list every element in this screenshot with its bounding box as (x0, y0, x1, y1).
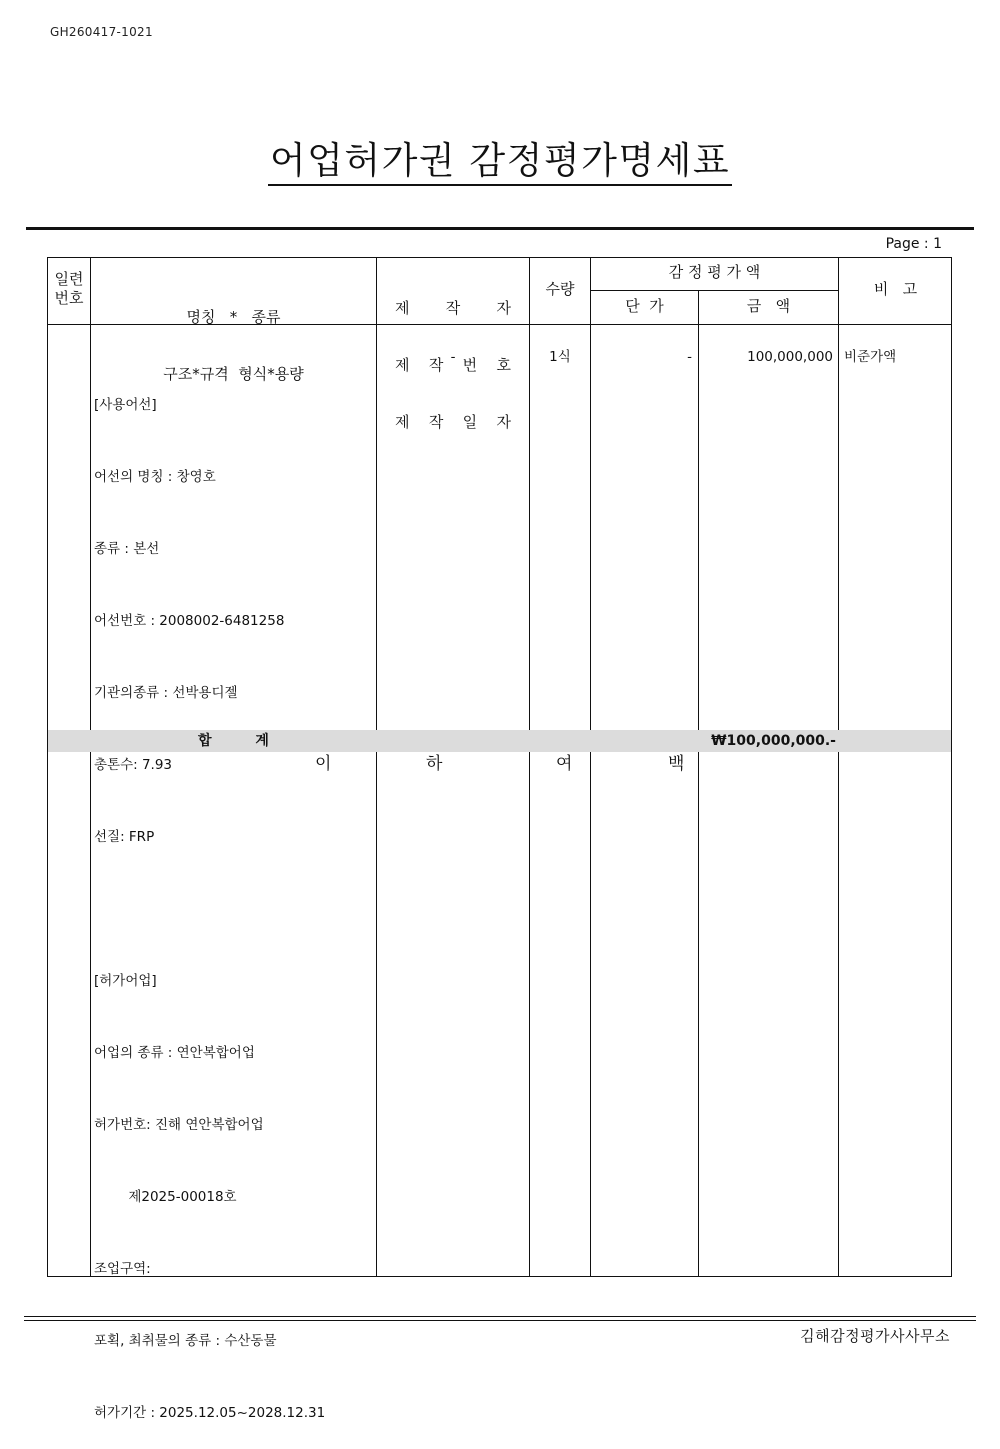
header-name-line1: 명칭 * 종류 (186, 308, 281, 326)
vessel-line: [사용어선] (94, 397, 157, 413)
vessel-info (94, 345, 325, 1449)
header-maker-line1: 제 작 자 (395, 299, 511, 317)
blank-mark: 여 (556, 754, 573, 774)
row-remarks: 비준가액 (844, 349, 897, 365)
row-unit-price: - (687, 349, 692, 365)
blank-mark: 이 (315, 754, 332, 774)
header-name-line2: 구조*규격 형식*용량 (163, 365, 304, 383)
header-maker-line3: 제 작 일 자 (395, 413, 511, 431)
footer-rule-1 (24, 1316, 976, 1317)
col-divider-serial (90, 257, 91, 1277)
license-line: 포획, 최취물의 종류 : 수산동물 (94, 1333, 277, 1349)
total-label: 합 계 (198, 733, 269, 749)
header-appraisal: 감 정 평 가 액 (668, 263, 761, 281)
col-divider-qty (590, 257, 591, 1277)
header-amount: 금 액 (746, 297, 791, 315)
header-serial-line2: 번호 (54, 289, 84, 307)
license-line: 제2025-00018호 (94, 1189, 237, 1205)
vessel-line: 종류 : 본선 (94, 541, 160, 557)
header-unit-price: 단 가 (625, 297, 664, 315)
license-line: 어업의 종류 : 연안복합어업 (94, 1045, 255, 1061)
header-remarks: 비 고 (873, 280, 918, 298)
license-line: 조업구역: (94, 1261, 151, 1277)
vessel-line: 총톤수: 7.93 (94, 757, 173, 773)
license-line: 허가번호: 진해 연안복합어업 (94, 1117, 264, 1133)
license-line: [허가어업] (94, 973, 157, 989)
license-line: 허가기간 : 2025.12.05~2028.12.31 (94, 1405, 326, 1421)
col-divider-unitprice (698, 290, 699, 1277)
office-name: 김해감정평가사사무소 (800, 1327, 950, 1345)
header-serial (48, 270, 90, 308)
col-divider-maker (529, 257, 530, 1277)
header-qty: 수량 (545, 280, 575, 298)
top-rule (26, 227, 974, 230)
blank-mark: 하 (426, 754, 443, 774)
header-maker-line2: 제 작 번 호 (395, 356, 511, 374)
row-amount: 100,000,000 (747, 349, 833, 365)
col-divider-amount (838, 257, 839, 1277)
document-code: GH260417-1021 (50, 25, 153, 39)
page-title (0, 130, 1000, 184)
vessel-line: 어선의 명칭 : 창영호 (94, 469, 216, 485)
footer-rule-2 (24, 1320, 976, 1321)
col-divider-name (376, 257, 377, 1277)
row-qty: 1식 (549, 349, 571, 365)
row-maker: - (450, 349, 456, 365)
blank-mark: 백 (668, 754, 685, 774)
appraisal-subheader-line (590, 290, 838, 291)
vessel-line: 선질: FRP (94, 829, 155, 845)
page-number: Page : 1 (885, 236, 942, 252)
vessel-line: 기관의종류 : 선박용디젤 (94, 685, 238, 701)
vessel-line: 어선번호 : 2008002-6481258 (94, 613, 285, 629)
title-text: 어업허가권 감정평가명세표 (268, 139, 732, 186)
total-amount: ₩100,000,000.- (711, 733, 836, 749)
header-serial-line1: 일련 (54, 270, 84, 288)
